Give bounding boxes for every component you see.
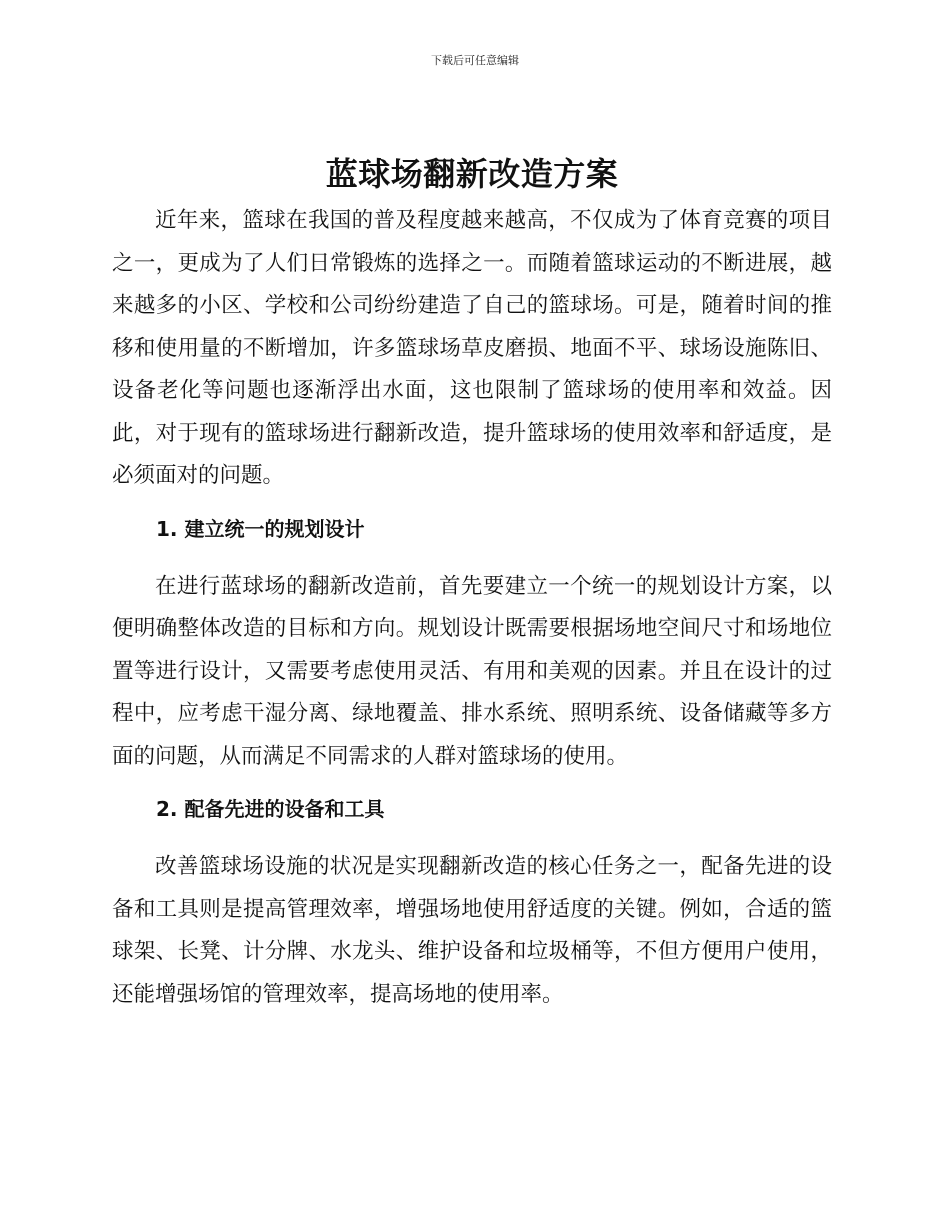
page-header: 下载后可任意编辑 bbox=[431, 54, 519, 67]
section-heading-1: 1. 建立统一的规划设计 bbox=[156, 516, 365, 541]
section-body-1: 在进行蓝球场的翻新改造前，首先要建立一个统一的规划设计方案，以便明确整体改造的目标和方向。规划设计既需要根据场地空间尺寸和场地位置等进行设计，又需要考虑使用灵活、有用和美观的因素。并且在设计的过程中，应考虑干湿分离、绿地覆盖、排水系统、照明系统、设备储藏等多方面的问题，从而满足不同需求的人群对篮球场的使用。 bbox=[112, 573, 832, 769]
intro-paragraph: 近年来，篮球在我国的普及程度越来越高，不仅成为了体育竞赛的项目之一，更成为了人们日常锻炼的选择之一。而随着篮球运动的不断进展，越来越多的小区、学校和公司纷纷建造了自己的篮球场。可是，随着时间的推移和使用量的不断增加，许多篮球场草皮磨损、地面不平、球场设施陈旧、设备老化等问题也逐渐浮出水面，这也限制了篮球场的使用率和效益。因此，对于现有的篮球场进行翻新改造，提升篮球场的使用效率和舒适度，是必须面对的问题。 bbox=[112, 208, 832, 488]
document-body bbox=[112, 148, 832, 1016]
section-body-2: 改善篮球场设施的状况是实现翻新改造的核心任务之一，配备先进的设备和工具则是提高管理效率，增强场地使用舒适度的关键。例如，合适的篮球架、长凳、计分牌、水龙头、维护设备和垃圾桶等，不但方便用户使用，还能增强场馆的管理效率，提高场地的使用率。 bbox=[112, 854, 832, 1007]
section-heading-2: 2. 配备先进的设备和工具 bbox=[156, 797, 385, 821]
document-title: 蓝球场翻新改造方案 bbox=[325, 155, 619, 193]
